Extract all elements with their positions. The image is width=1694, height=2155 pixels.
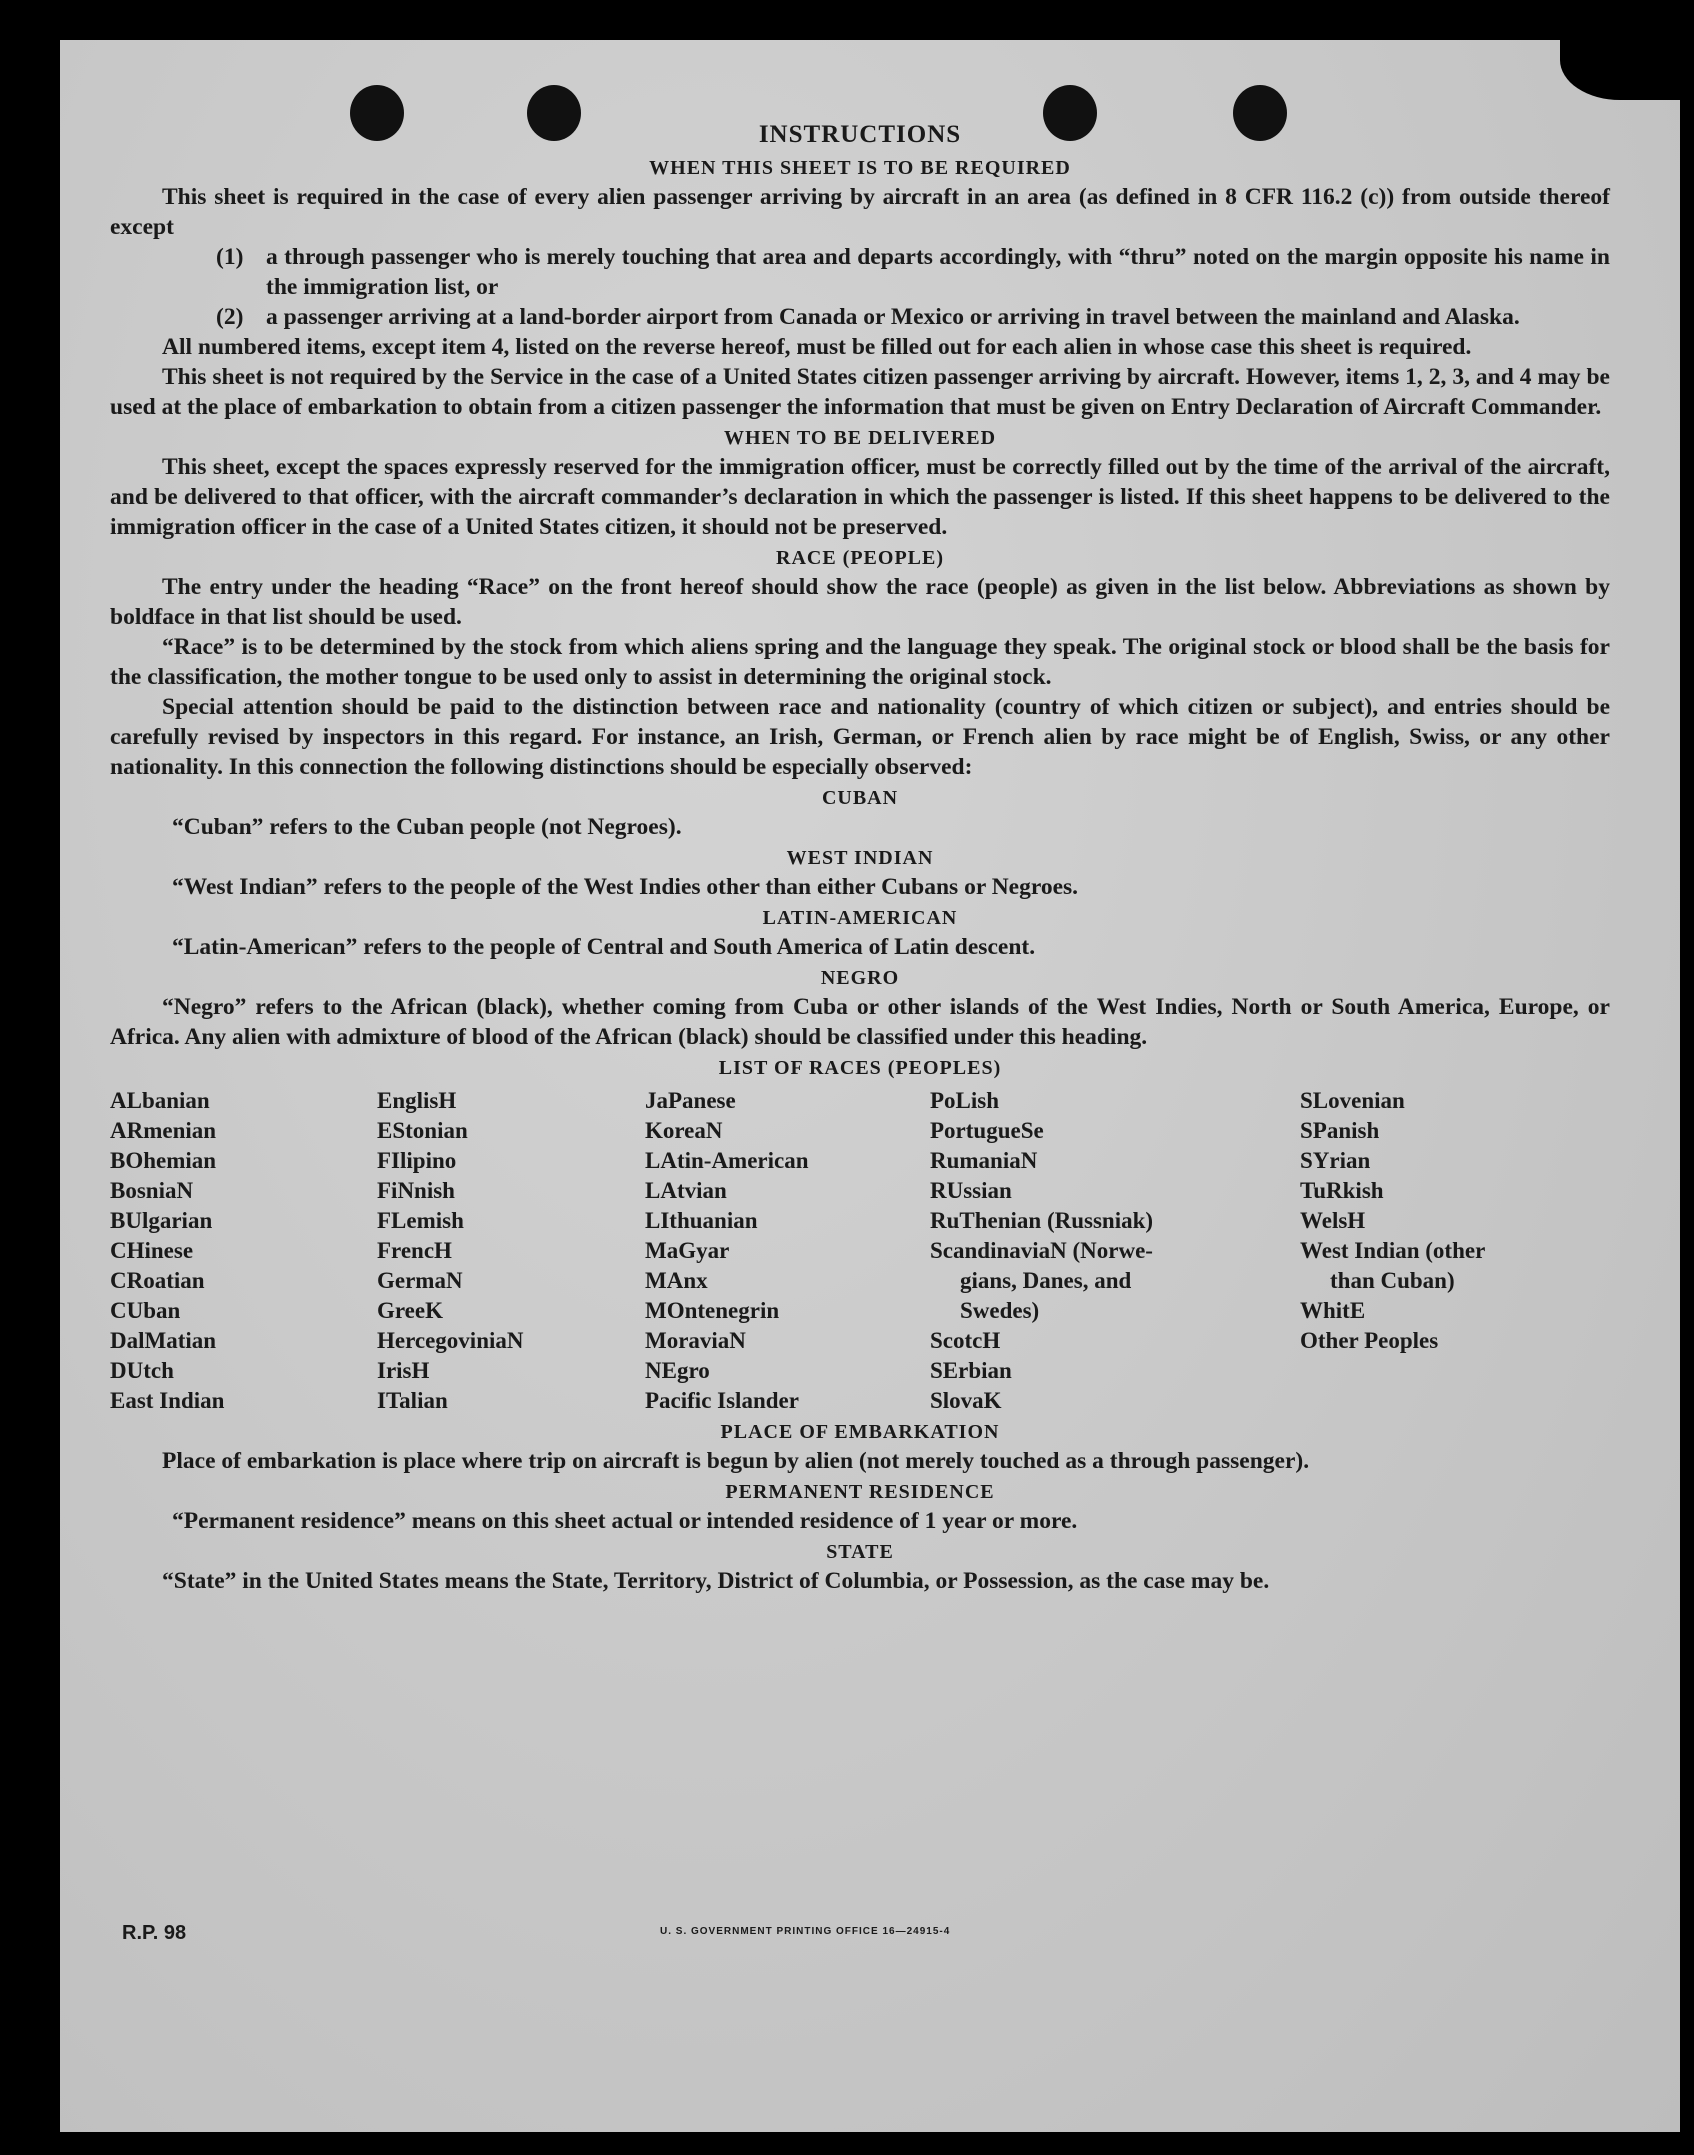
item-number: (1) [216, 244, 244, 270]
race-entry: FiNnish [377, 1178, 455, 1203]
race-entry: MAnx [645, 1268, 708, 1293]
page-title: INSTRUCTIONS [758, 121, 962, 148]
paragraph: “Permanent residence” means on this sheet actual or intended residence of 1 year or more. [172, 1508, 1078, 1534]
race-entry: ARmenian [110, 1118, 217, 1143]
section-heading: PLACE OF EMBARKATION [720, 1421, 1000, 1443]
item-text: a through passenger who is merely touching that area and departs accordingly, with “thru” noted on the margin opposite his name in the immigration list, or [266, 244, 1610, 300]
race-entry: HercegoviniaN [377, 1328, 524, 1353]
form-number: R.P. 98 [122, 1922, 187, 1944]
race-entry: PortugueSe [930, 1118, 1044, 1143]
race-entry: SPanish [1300, 1118, 1380, 1143]
paragraph: This sheet is not required by the Service in the case of a United States citizen passenger arriving by aircraft. However, items 1, 2, 3, and 4 may be used at the place of embarkation to obtain from a citizen passenger the information that must be given on Entry Declaration of Aircraft Commander. [110, 364, 1610, 420]
paragraph: “Race” is to be determined by the stock from which aliens spring and the language they speak. The original stock or blood shall be the basis for the classification, the mother tongue to be used only to assist in determining the original stock. [110, 634, 1610, 690]
list-item [216, 242, 1610, 302]
races-column-5 [1300, 1086, 1570, 1416]
race-entry: SYrian [1300, 1148, 1371, 1173]
paragraph: “State” in the United States means the State, Territory, District of Columbia, or Possession, as the case may be. [162, 1568, 1270, 1594]
race-entry: EnglisH [377, 1088, 457, 1113]
race-entry: JaPanese [645, 1088, 736, 1113]
races-column-2 [377, 1086, 645, 1416]
paragraph: This sheet, except the spaces expressly reserved for the immigration officer, must be correctly filled out by the time of the arrival of the aircraft, and be delivered to that officer, with the aircraft commander’s declaration in which the passenger is listed. If this sheet happens to be delivered to the immigration officer in the case of a United States citizen, it should not be preserved. [110, 454, 1610, 540]
race-entry-continued: than Cuban) [1330, 1268, 1455, 1293]
race-entry: KoreaN [645, 1118, 723, 1143]
paragraph: All numbered items, except item 4, listed on the reverse hereof, must be filled out for each alien in whose case this sheet is required. [162, 334, 1472, 360]
race-entry: CHinese [110, 1238, 194, 1263]
race-entry: FLemish [377, 1208, 464, 1233]
paragraph: The entry under the heading “Race” on the front hereof should show the race (people) as given in the list below. Abbreviations as shown by boldface in that list should be used. [110, 574, 1610, 630]
race-entry: BUlgarian [110, 1208, 213, 1233]
paragraph: “Negro” refers to the African (black), whether coming from Cuba or other islands of the West Indies, North or South America, Europe, or Africa. Any alien with admixture of blood of the African (black) should be classified under this heading. [110, 994, 1610, 1050]
race-entry: BOhemian [110, 1148, 217, 1173]
race-entry-continued: Swedes) [960, 1298, 1040, 1323]
section-heading: CUBAN [821, 787, 899, 809]
race-entry: SErbian [930, 1358, 1012, 1383]
race-entry: RUssian [930, 1178, 1012, 1203]
paragraph: Special attention should be paid to the distinction between race and nationality (country of which citizen or subject), and entries should be carefully revised by inspectors in this regard. For instance, an Irish, German, or French alien by race might be of English, Swiss, or any other nationality. In this connection the following distinctions should be especially observed: [110, 694, 1610, 780]
race-entry: MaGyar [645, 1238, 730, 1263]
race-entry: BosniaN [110, 1178, 194, 1203]
page-footer [122, 1922, 1602, 1952]
section-heading: STATE [826, 1541, 894, 1563]
race-entry: ITalian [377, 1388, 448, 1413]
races-column-1 [110, 1086, 377, 1416]
paragraph: “West Indian” refers to the people of the West Indies other than either Cubans or Negroes. [172, 874, 1079, 900]
race-entry: IrisH [377, 1358, 430, 1383]
races-table [110, 1086, 1610, 1416]
race-entry: EStonian [377, 1118, 468, 1143]
race-entry: FIlipino [377, 1148, 457, 1173]
race-entry: DalMatian [110, 1328, 217, 1353]
race-entry: DUtch [110, 1358, 174, 1383]
race-entry: CUban [110, 1298, 181, 1323]
section-heading: RACE (PEOPLE) [776, 547, 944, 569]
race-entry: West Indian (other [1300, 1238, 1486, 1263]
race-entry: CRoatian [110, 1268, 205, 1293]
race-entry: TuRkish [1300, 1178, 1384, 1203]
paragraph: “Latin-American” refers to the people of Central and South America of Latin descent. [172, 934, 1036, 960]
race-entry: GreeK [377, 1298, 443, 1323]
printer-imprint: U. S. GOVERNMENT PRINTING OFFICE 16—24915-4 [660, 1926, 951, 1937]
race-entry: Pacific Islander [645, 1388, 799, 1413]
race-entry: NEgro [645, 1358, 710, 1383]
instructions-body [110, 118, 1610, 1596]
section-heading: PERMANENT RESIDENCE [725, 1481, 995, 1503]
race-entry: WelsH [1300, 1208, 1366, 1233]
race-entry: SLovenian [1300, 1088, 1405, 1113]
item-text: a passenger arriving at a land-border airport from Canada or Mexico or arriving in travel between the mainland and Alaska. [266, 304, 1520, 330]
section-heading: WEST INDIAN [786, 847, 934, 869]
race-entry: East Indian [110, 1388, 225, 1413]
race-entry: RuThenian (Russniak) [930, 1208, 1154, 1233]
race-entry: PoLish [930, 1088, 1000, 1113]
races-heading: LIST OF RACES (PEOPLES) [718, 1057, 1002, 1079]
torn-corner [1560, 40, 1680, 100]
race-entry: Other Peoples [1300, 1328, 1439, 1353]
race-entry: ScandinaviaN (Norwe- [930, 1238, 1153, 1263]
race-entry: LAtvian [645, 1178, 727, 1203]
paragraph: Place of embarkation is place where trip on aircraft is begun by alien (not merely touched as a through passenger). [162, 1448, 1310, 1474]
races-column-4 [930, 1086, 1300, 1416]
item-number: (2) [216, 304, 244, 330]
race-entry: GermaN [377, 1268, 463, 1293]
section-heading: LATIN-AMERICAN [762, 907, 958, 929]
race-entry: LAtin-American [645, 1148, 809, 1173]
paragraph: “Cuban” refers to the Cuban people (not Negroes). [172, 814, 682, 840]
race-entry: LIthuanian [645, 1208, 758, 1233]
race-entry: FrencH [377, 1238, 452, 1263]
document-sheet [60, 40, 1680, 2132]
list-item [216, 302, 1610, 332]
race-entry: RumaniaN [930, 1148, 1038, 1173]
race-entry: MOntenegrin [645, 1298, 780, 1323]
race-entry: SlovaK [930, 1388, 1002, 1413]
races-column-3 [645, 1086, 930, 1416]
paragraph: This sheet is required in the case of every alien passenger arriving by aircraft in an area (as defined in 8 CFR 116.2 (c)) from outside thereof except [110, 184, 1610, 240]
section-heading: WHEN THIS SHEET IS TO BE REQUIRED [649, 157, 1071, 179]
section-heading: NEGRO [820, 967, 900, 989]
race-entry-continued: gians, Danes, and [960, 1268, 1132, 1293]
race-entry: WhitE [1300, 1298, 1366, 1323]
race-entry: MoraviaN [645, 1328, 746, 1353]
section-heading: WHEN TO BE DELIVERED [723, 427, 997, 449]
race-entry: ALbanian [110, 1088, 210, 1113]
race-entry: ScotcH [930, 1328, 1001, 1353]
